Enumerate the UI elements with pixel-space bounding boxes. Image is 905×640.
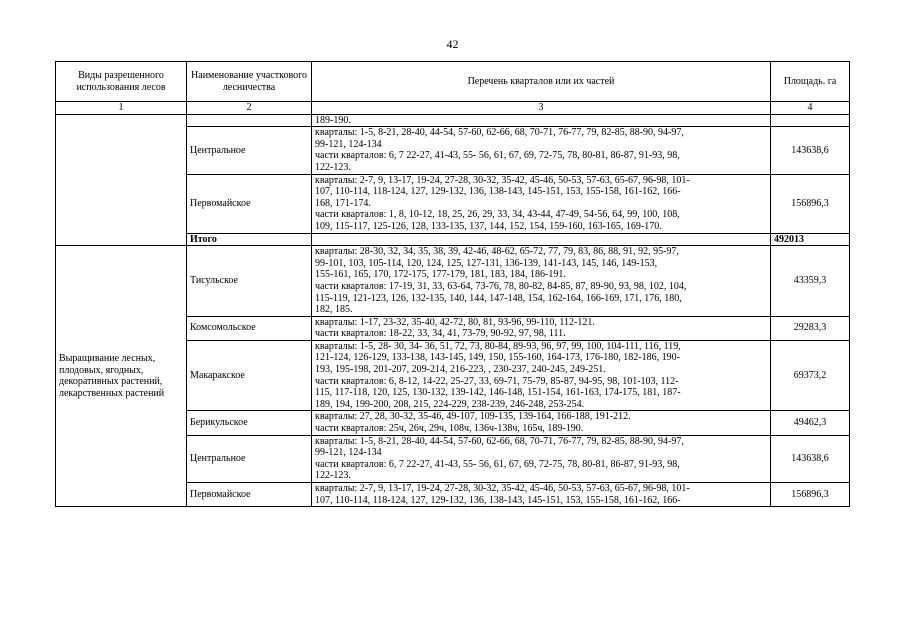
quarters-line: 189-190. xyxy=(315,114,351,126)
area-value: 43359,3 xyxy=(771,246,850,317)
header-usage-type: Виды разрешенного использования лесов xyxy=(56,62,187,102)
usage-type-cell-empty xyxy=(56,114,187,246)
lesnichestvo-name: Первомайское xyxy=(187,174,312,233)
header-quarters-list: Перечень кварталов или их частей xyxy=(312,62,771,102)
quarters-line: 99-121, 124-134 xyxy=(315,138,382,150)
quarters-list-cell xyxy=(312,246,771,317)
quarters-line: кварталы: 1-5, 8-21, 28-40, 44-54, 57-60, 62-66, 68, 70-71, 76-77, 79, 82-85, 88-90, 94-97, xyxy=(315,127,684,139)
quarters-line: 115, 117-118, 120, 125, 130-132, 139-142, 146-148, 151-154, 161-163, 174-175, 181, 187- xyxy=(315,387,681,399)
total-empty xyxy=(312,233,771,246)
area-value: 143638,6 xyxy=(771,435,850,482)
continuation-row xyxy=(56,114,850,127)
quarters-list-cell xyxy=(312,435,771,482)
column-number-2: 2 xyxy=(187,102,312,115)
quarters-list-cell xyxy=(312,114,771,127)
quarters-line: части кварталов: 18-22, 33, 34, 41, 73-79, 90-92, 97, 98, 111. xyxy=(315,328,566,340)
table-row xyxy=(56,246,850,317)
quarters-line: 107, 110-114, 118-124, 127, 129-132, 136, 138-143, 145-151, 153, 155-158, 161-162, 166- xyxy=(315,186,681,198)
quarters-line: 168, 171-174. xyxy=(315,197,371,209)
column-numbers-row xyxy=(56,102,850,115)
quarters-line: 115-119, 121-123, 126, 132-135, 140, 144, 147-148, 154, 162-164, 166-169, 171, 176, 180, xyxy=(315,292,682,304)
quarters-line: 155-161, 165, 170, 172-175, 177-179, 181, 183, 184, 186-191. xyxy=(315,269,566,281)
quarters-line: части кварталов: 6, 7 22-27, 41-43, 55- 56, 61, 67, 69, 72-75, 78, 80-81, 86-87, 91-93, 98, xyxy=(315,458,680,470)
quarters-line: кварталы: 28-30, 32, 34, 35, 38, 39, 42-46, 48-62, 65-72, 77, 79, 83, 86, 88, 91, 92, 95-97, xyxy=(315,246,679,258)
quarters-list-cell xyxy=(312,316,771,340)
quarters-line: 182, 185. xyxy=(315,304,353,316)
area-value: 29283,3 xyxy=(771,316,850,340)
lesnichestvo-name: Центральное xyxy=(187,435,312,482)
column-number-4: 4 xyxy=(771,102,850,115)
area-value: 49462,3 xyxy=(771,411,850,435)
quarters-line: кварталы: 1-5, 28- 30, 34- 36, 51, 72, 73, 80-84, 89-93, 96, 97, 99, 100, 104-111, 116, 119, xyxy=(315,340,681,352)
quarters-list-cell xyxy=(312,127,771,174)
quarters-line: 99-101, 103, 105-114, 120, 124, 125, 127-131, 136-139, 141-143, 145, 146, 149-153, xyxy=(315,257,658,269)
column-number-3: 3 xyxy=(312,102,771,115)
quarters-list-cell xyxy=(312,411,771,435)
quarters-line: 109, 115-117, 125-126, 128, 133-135, 137, 144, 152, 154, 159-160, 163-165, 169-170. xyxy=(315,220,662,232)
total-label: Итого xyxy=(187,233,312,246)
column-number-1: 1 xyxy=(56,102,187,115)
area-value: 143638,6 xyxy=(771,127,850,174)
lesnichestvo-name: Тисульское xyxy=(187,246,312,317)
quarters-line: 122-123. xyxy=(315,470,351,482)
quarters-line: кварталы: 2-7, 9, 13-17, 19-24, 27-28, 30-32, 35-42, 45-46, 50-53, 57-63, 65-67, 96-98, 101- xyxy=(315,174,690,186)
usage-type-cell: Выращивание лесных, плодовых, ягодных, декоративных растений, лекарственных растений xyxy=(56,246,187,507)
quarters-line: части кварталов: 6, 7 22-27, 41-43, 55- 56, 61, 67, 69, 72-75, 78, 80-81, 86-87, 91-93, 98, xyxy=(315,150,680,162)
quarters-line: кварталы: 27, 28, 30-32, 35-46, 49-107, 109-135, 139-164, 166-188, 191-212. xyxy=(315,411,631,423)
lesnichestvo-name: Макаракское xyxy=(187,340,312,411)
area-value: 156896,3 xyxy=(771,483,850,507)
lesnichestvo-name: Первомайское xyxy=(187,483,312,507)
quarters-line: кварталы: 1-5, 8-21, 28-40, 44-54, 57-60, 62-66, 68, 70-71, 76-77, 79, 82-85, 88-90, 94-97, xyxy=(315,435,684,447)
quarters-line: 121-124, 126-129, 133-138, 143-145, 149, 150, 155-160, 164-173, 176-180, 182-186, 190- xyxy=(315,352,680,364)
quarters-line: 99-121, 124-134 xyxy=(315,447,382,459)
quarters-line: 107, 110-114, 118-124, 127, 129-132, 136, 138-143, 145-151, 153, 155-158, 161-162, 166- xyxy=(315,494,681,506)
quarters-line: части кварталов: 17-19, 31, 33, 63-64, 73-76, 78, 80-82, 84-85, 87, 89-90, 93, 98, 102, 104, xyxy=(315,280,687,292)
quarters-line: 193, 195-198, 201-207, 209-214, 216-223, , 230-237, 240-245, 249-251. xyxy=(315,364,606,376)
quarters-list-cell xyxy=(312,340,771,411)
quarters-line: части кварталов: 25ч, 26ч, 29ч, 108ч, 136ч-138ч, 165ч, 189-190. xyxy=(315,423,584,435)
quarters-line: кварталы: 2-7, 9, 13-17, 19-24, 27-28, 30-32, 35-42, 45-46, 50-53, 57-63, 65-67, 96-98, 101- xyxy=(315,483,690,494)
quarters-list-cell xyxy=(312,483,771,507)
area-value: 69373,2 xyxy=(771,340,850,411)
lesnichestvo-name: Берикульское xyxy=(187,411,312,435)
quarters-line: кварталы: 1-17, 23-32, 35-40, 42-72, 80, 81, 93-96, 99-110, 112-121. xyxy=(315,316,595,328)
quarters-line: 122-123. xyxy=(315,161,351,173)
header-row xyxy=(56,62,850,102)
area-empty xyxy=(771,114,850,127)
lesnichestvo-name: Комсомольское xyxy=(187,316,312,340)
forest-use-table xyxy=(55,61,850,507)
quarters-line: 189, 194, 199-200, 208, 215, 224-229, 238-239, 246-248, 253-254. xyxy=(315,398,585,410)
total-area: 492013 xyxy=(771,233,850,246)
quarters-line: части кварталов: 6, 8-12, 14-22, 25-27, 33, 69-71, 75-79, 85-87, 94-95, 98, 101-103, 112- xyxy=(315,375,679,387)
quarters-list-cell xyxy=(312,174,771,233)
area-value: 156896,3 xyxy=(771,174,850,233)
quarters-line: части кварталов: 1, 8, 10-12, 18, 25, 26, 29, 33, 34, 43-44, 47-49, 54-56, 64, 99, 100, 108, xyxy=(315,209,680,221)
lesnichestvo-empty xyxy=(187,114,312,127)
page-number: 42 xyxy=(446,37,459,51)
lesnichestvo-name: Центральное xyxy=(187,127,312,174)
header-area: Площадь. га xyxy=(771,62,850,102)
header-lesnichestvo: Наименование участкового лесничества xyxy=(187,62,312,102)
